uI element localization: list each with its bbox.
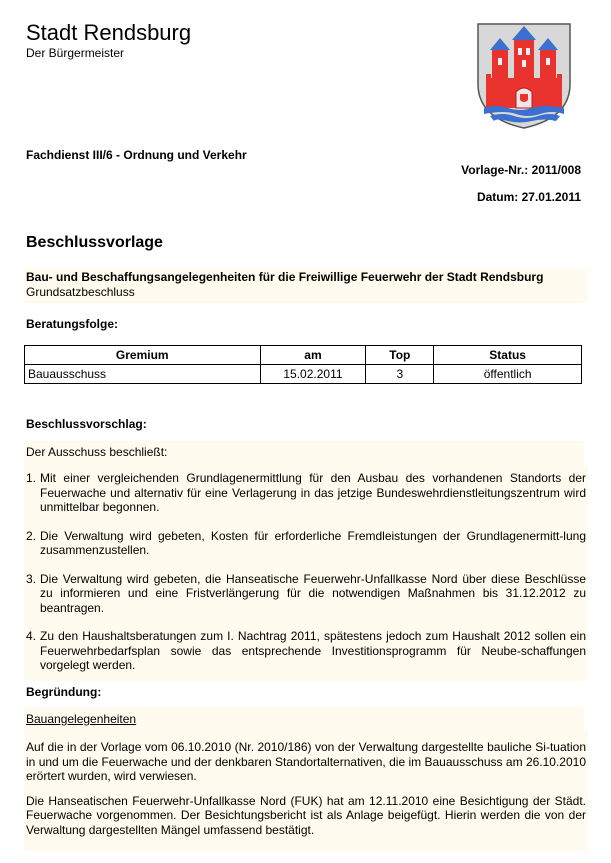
coat-of-arms-icon — [476, 22, 572, 130]
column-header-gremium: Gremium — [25, 346, 261, 365]
item-text: Die Verwaltung wird gebeten, die Hanseatische Feuerwehr-Unfallkasse Nord über diese Beschlüsse zu informieren und eine Fristverlängerung für die notwendigen Maßnahmen bis 31.12.2012 zu beantragen. — [40, 571, 586, 615]
paragraph: Auf die in der Vorlage vom 06.10.2010 (Nr. 2010/186) von der Verwaltung dargestellte bauliche Si-tuation in und um die Feuerwache und der denkbaren Standortalternativen, die im Bauausschuss am 26.10.2010 erörtert wurden, wird verwiesen. — [26, 740, 586, 783]
beschlussvorschlag-heading: Beschlussvorschlag: — [26, 417, 147, 431]
city-title: Stadt Rendsburg — [26, 20, 192, 45]
department-label: Fachdienst III/6 - Ordnung und Verkehr — [26, 148, 247, 162]
item-text: Die Verwaltung wird gebeten, Kosten für erforderliche Fremdleistungen der Grundlagenermitt-lung zusammenzustellen. — [40, 528, 586, 557]
paragraph: Die Hanseatischen Feuerwehr-Unfallkasse Nord (FUK) hat am 12.11.2010 eine Besichtigung der Städt. Feuerwache vorgenommen. Der Besichtungsbericht ist als Anlage beigefügt. Hierin werden die von der Verwaltung dargestellten Mängel umfassend bestätigt. — [26, 793, 586, 837]
item-number: 2. — [26, 528, 37, 543]
vorlage-number: Vorlage-Nr.: 2011/008 — [461, 163, 581, 177]
column-header-am: am — [260, 346, 366, 365]
list-item — [26, 523, 586, 566]
item-number: 1. — [26, 471, 37, 485]
subject-subtitle: Grundsatzbeschluss — [26, 285, 135, 299]
table-header-row — [25, 346, 582, 365]
item-text: Mit einer vergleichenden Grundlagenermittlung für den Ausbau des vorhandenen Standorts der Feuerwache und alternativ für eine Verlagerung in das jetzige Bundeswehrdienstleitungszentrum wird unmittelbar begonnen. — [40, 471, 586, 514]
column-header-top: Top — [366, 346, 434, 365]
list-item — [26, 465, 586, 523]
list-item — [26, 566, 586, 624]
begruendung-heading: Begründung: — [26, 685, 102, 699]
table-row — [25, 365, 582, 384]
item-number: 3. — [26, 571, 37, 586]
list-item — [26, 623, 586, 681]
office-subtitle: Der Bürgermeister — [26, 46, 125, 60]
beratungsfolge-table — [24, 345, 582, 384]
document-type-heading: Beschlussvorlage — [26, 234, 163, 251]
beschluss-intro: Der Ausschuss beschließt: — [24, 441, 584, 465]
subject-block — [24, 268, 588, 303]
cell-top: 3 — [366, 365, 434, 384]
beschluss-items — [24, 465, 588, 681]
begruendung-subheading: Bauangelegenheiten — [24, 707, 584, 729]
item-text: Zu den Haushaltsberatungen zum I. Nachtrag 2011, spätestens jedoch zum Haushalt 2012 sollen ein Feuerwehrbedarfsplan sowie das entsprechende Investitionsprogramm für Neube-schaffungen vorgelegt werden. — [40, 629, 586, 672]
item-number: 4. — [26, 629, 37, 643]
begruendung-body — [24, 729, 588, 851]
cell-gremium: Bauausschuss — [25, 365, 261, 384]
beratungsfolge-heading: Beratungsfolge: — [26, 317, 119, 331]
cell-status: öffentlich — [434, 365, 582, 384]
column-header-status: Status — [434, 346, 582, 365]
document-date: Datum: 27.01.2011 — [476, 190, 581, 204]
cell-am: 15.02.2011 — [260, 365, 366, 384]
subject-title: Bau- und Beschaffungsangelegenheiten für die Freiwillige Feuerwehr der Stadt Rendsburg — [26, 270, 544, 284]
